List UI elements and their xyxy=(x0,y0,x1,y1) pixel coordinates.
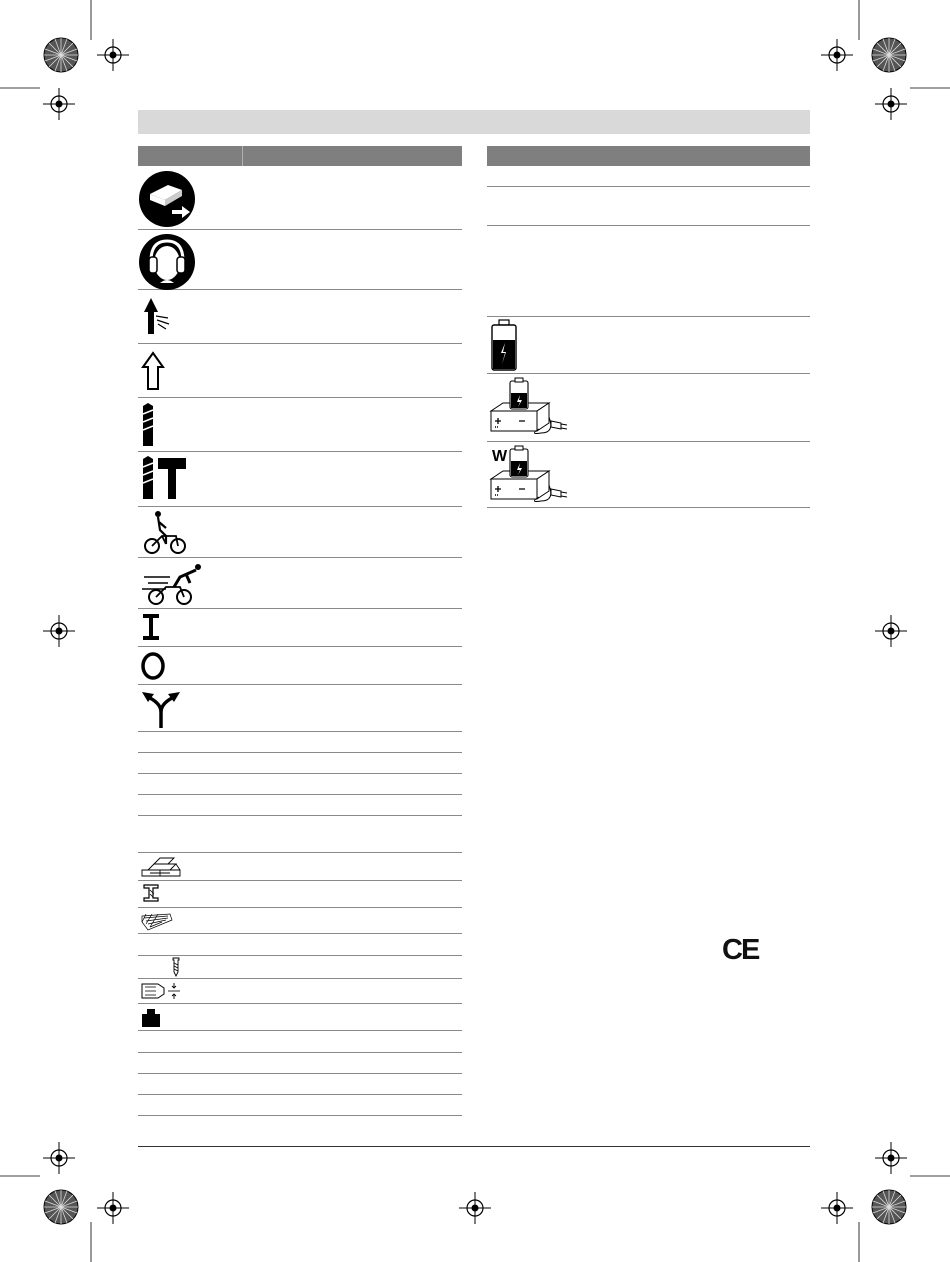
charger-warm-icon xyxy=(489,445,571,507)
svg-text:W: W xyxy=(492,448,508,465)
drill-bit-icon xyxy=(140,402,156,448)
charger-icon xyxy=(489,377,571,439)
ear-protection-icon xyxy=(138,233,196,291)
bicycle-fast-icon xyxy=(140,561,204,607)
bicycle-slow-icon xyxy=(140,510,188,556)
steel-icon xyxy=(140,882,162,904)
footer-rule xyxy=(138,1146,810,1147)
chuck-icon xyxy=(140,981,182,1001)
screw-icon xyxy=(170,956,182,978)
brick-icon xyxy=(140,856,182,878)
direction-up-outline-icon xyxy=(140,350,170,392)
header-divider xyxy=(242,146,243,166)
wood-icon xyxy=(140,910,174,932)
hammer-drill-icon xyxy=(140,455,190,501)
switch-off-icon xyxy=(140,651,168,681)
ce-mark: CE xyxy=(722,934,759,966)
battery-icon xyxy=(489,318,519,372)
left-table-header xyxy=(138,146,462,166)
switch-on-icon xyxy=(140,614,164,640)
page-header-bar xyxy=(138,110,810,134)
weight-icon xyxy=(140,1007,162,1029)
direction-up-filled-icon xyxy=(140,296,180,336)
fork-arrows-icon xyxy=(140,690,184,730)
right-table-header xyxy=(487,146,810,166)
read-manual-icon xyxy=(138,170,196,228)
